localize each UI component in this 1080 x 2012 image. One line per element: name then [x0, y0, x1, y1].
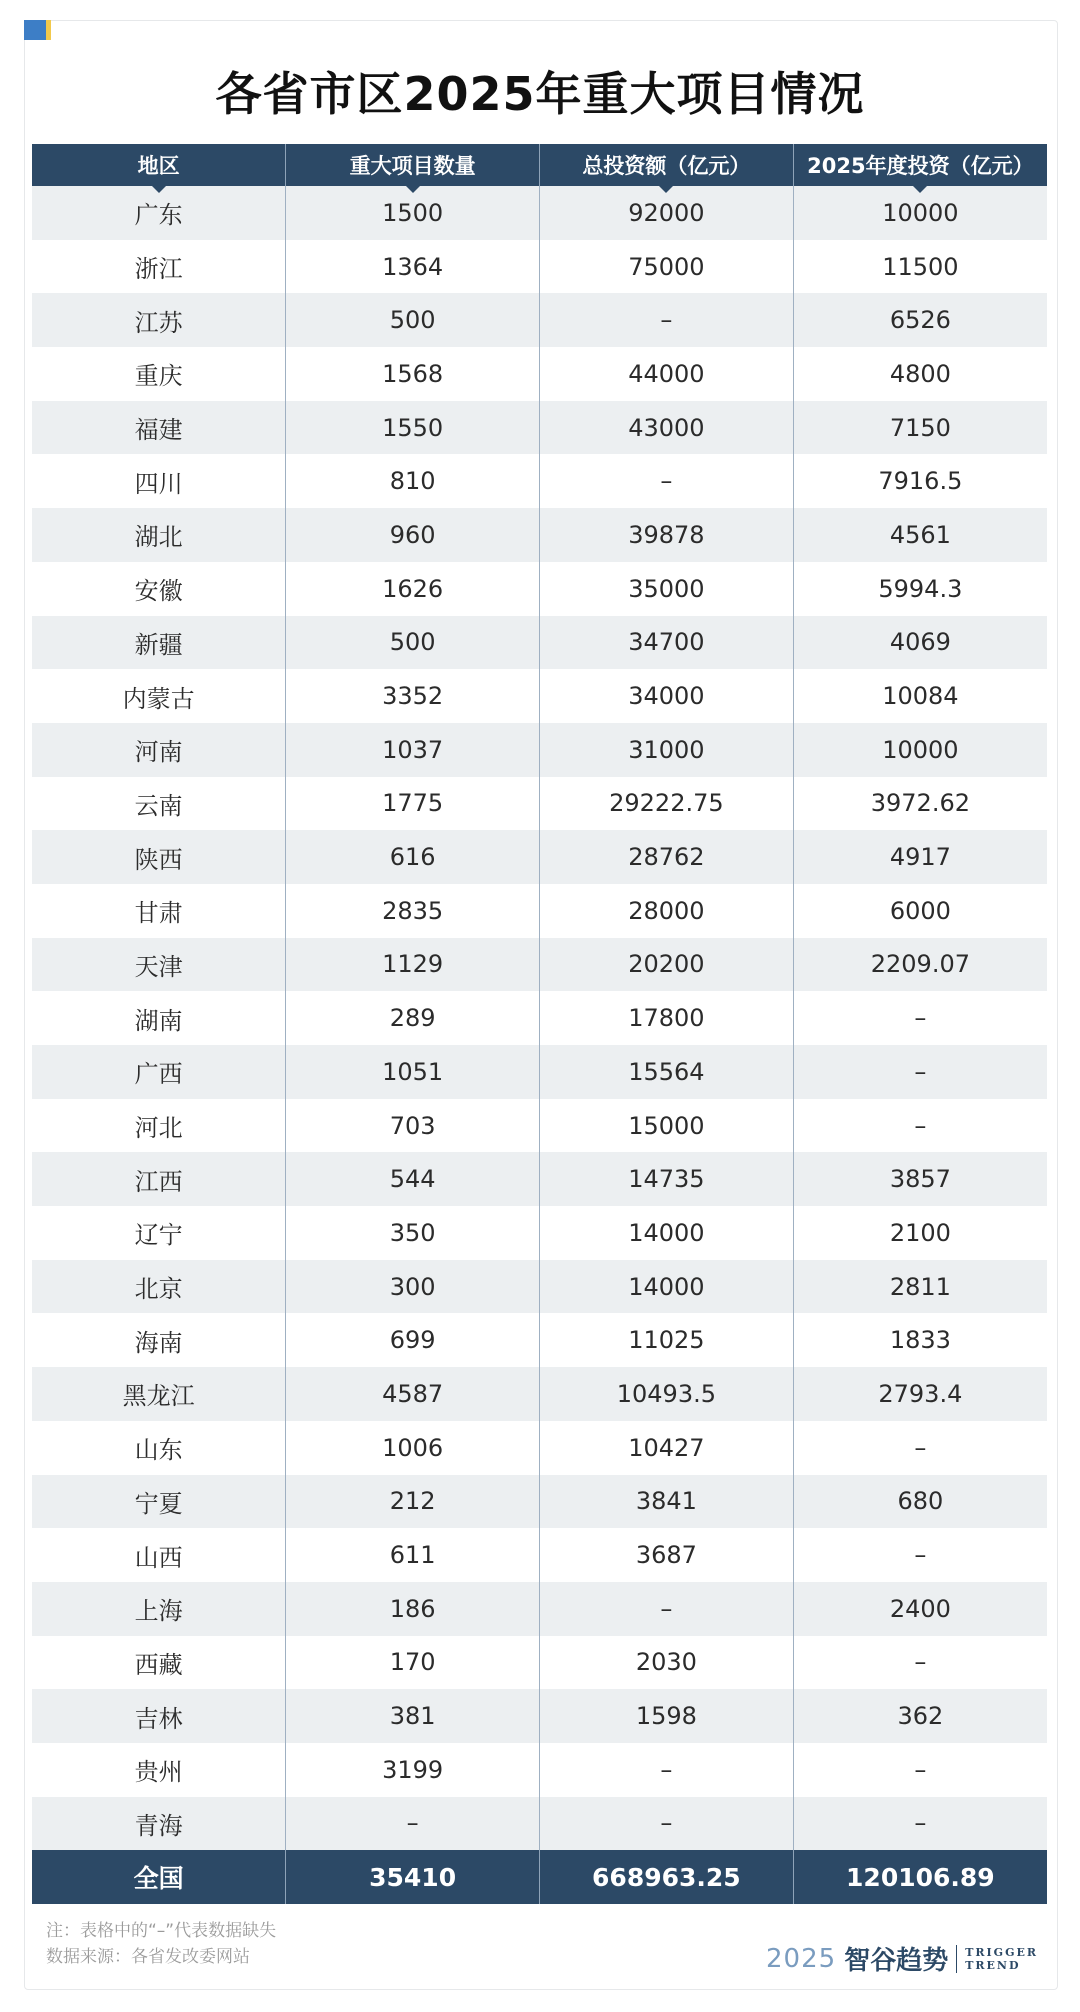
cell-annual-investment: 680 [793, 1475, 1047, 1529]
table-row [32, 830, 1047, 884]
cell-region: 贵州 [32, 1743, 286, 1797]
cell-total-investment: 44000 [540, 347, 794, 401]
brand-divider [956, 1945, 957, 1973]
cell-annual-investment: – [793, 991, 1047, 1045]
table-row [32, 454, 1047, 508]
cell-total-investment: 3687 [540, 1528, 794, 1582]
cell-project-count: 2835 [286, 884, 540, 938]
cell-project-count: 1006 [286, 1421, 540, 1475]
cell-total-investment: 15000 [540, 1099, 794, 1153]
cell-total-investment: 20200 [540, 938, 794, 992]
cell-total-investment: – [540, 293, 794, 347]
cell-project-count: 300 [286, 1260, 540, 1314]
cell-project-count: 1037 [286, 723, 540, 777]
cell-project-count: 1051 [286, 1045, 540, 1099]
cell-total-investment: 15564 [540, 1045, 794, 1099]
cell-region: 湖南 [32, 991, 286, 1045]
cell-total-investment: 28762 [540, 830, 794, 884]
cell-annual-investment: 6526 [793, 293, 1047, 347]
table-row [32, 186, 1047, 240]
cell-annual-investment: 10084 [793, 669, 1047, 723]
cell-annual-investment: – [793, 1797, 1047, 1851]
cell-total-investment: 3841 [540, 1475, 794, 1529]
header-project-count: 重大项目数量 [286, 144, 540, 186]
table-row [32, 1475, 1047, 1529]
table-row [32, 1313, 1047, 1367]
header-total-investment: 总投资额（亿元） [540, 144, 794, 186]
cell-total-investment: 29222.75 [540, 777, 794, 831]
table-row [32, 991, 1047, 1045]
cell-region: 吉林 [32, 1689, 286, 1743]
note-data-source: 数据来源：各省发改委网站 [46, 1947, 250, 1967]
corner-blue-block [24, 20, 46, 40]
table-row [32, 777, 1047, 831]
footnotes [46, 1918, 276, 1970]
cell-total-investment: 75000 [540, 240, 794, 294]
cell-total-investment: 14000 [540, 1206, 794, 1260]
cell-annual-investment: 4800 [793, 347, 1047, 401]
cell-annual-investment: 4561 [793, 508, 1047, 562]
cell-region: 上海 [32, 1582, 286, 1636]
table-row [32, 562, 1047, 616]
table-row [32, 1260, 1047, 1314]
cell-region: 四川 [32, 454, 286, 508]
page-title: 各省市区2025年重大项目情况 [215, 67, 865, 121]
cell-region: 陕西 [32, 830, 286, 884]
cell-annual-investment: 2811 [793, 1260, 1047, 1314]
cell-annual-investment: – [793, 1045, 1047, 1099]
cell-project-count: 212 [286, 1475, 540, 1529]
cell-project-count: 1550 [286, 401, 540, 455]
cell-region: 河南 [32, 723, 286, 777]
cell-annual-investment: 7150 [793, 401, 1047, 455]
data-table [32, 144, 1047, 1904]
cell-total-investment: 17800 [540, 991, 794, 1045]
cell-project-count: 3352 [286, 669, 540, 723]
table-row [32, 1421, 1047, 1475]
cell-region: 山东 [32, 1421, 286, 1475]
cell-region: 西藏 [32, 1636, 286, 1690]
table-row [32, 1797, 1047, 1851]
cell-total-investment: – [540, 1797, 794, 1851]
cell-annual-investment: 10000 [793, 723, 1047, 777]
cell-total-investment: 11025 [540, 1313, 794, 1367]
cell-region: 江西 [32, 1152, 286, 1206]
brand-english-line2: TREND [965, 1958, 1021, 1972]
table-row [32, 616, 1047, 670]
cell-project-count: 810 [286, 454, 540, 508]
table-row [32, 1528, 1047, 1582]
cell-total-investment: 31000 [540, 723, 794, 777]
table-row [32, 347, 1047, 401]
cell-region: 重庆 [32, 347, 286, 401]
cell-annual-investment: 5994.3 [793, 562, 1047, 616]
table-row [32, 1045, 1047, 1099]
cell-region: 内蒙古 [32, 669, 286, 723]
cell-total-investment: 35000 [540, 562, 794, 616]
cell-region: 河北 [32, 1099, 286, 1153]
cell-annual-investment: – [793, 1421, 1047, 1475]
cell-region: 天津 [32, 938, 286, 992]
cell-annual-investment: 7916.5 [793, 454, 1047, 508]
cell-total-investment: 39878 [540, 508, 794, 562]
cell-project-count: 1364 [286, 240, 540, 294]
cell-annual-investment: 11500 [793, 240, 1047, 294]
cell-annual-investment: 4917 [793, 830, 1047, 884]
cell-region: 宁夏 [32, 1475, 286, 1529]
cell-region: 黑龙江 [32, 1367, 286, 1421]
table-total-row [32, 1850, 1047, 1904]
cell-total-investment: 92000 [540, 186, 794, 240]
cell-region: 福建 [32, 401, 286, 455]
header-region: 地区 [32, 144, 286, 186]
cell-total-investment: 2030 [540, 1636, 794, 1690]
table-row [32, 1152, 1047, 1206]
total-investment: 668963.25 [540, 1850, 794, 1904]
brand-logo [766, 1940, 1038, 1977]
cell-project-count: 611 [286, 1528, 540, 1582]
table-row [32, 1099, 1047, 1153]
cell-project-count: 4587 [286, 1367, 540, 1421]
corner-yellow-block [46, 20, 51, 40]
cell-region: 新疆 [32, 616, 286, 670]
cell-total-investment: – [540, 1582, 794, 1636]
cell-project-count: 1500 [286, 186, 540, 240]
table-row [32, 1743, 1047, 1797]
cell-region: 安徽 [32, 562, 286, 616]
brand-english-line1: TRIGGER [965, 1945, 1038, 1959]
cell-project-count: 544 [286, 1152, 540, 1206]
cell-region: 山西 [32, 1528, 286, 1582]
cell-total-investment: – [540, 1743, 794, 1797]
table-row [32, 1367, 1047, 1421]
cell-project-count: 500 [286, 293, 540, 347]
table-row [32, 508, 1047, 562]
cell-total-investment: 28000 [540, 884, 794, 938]
brand-name: 智谷趋势 [844, 1946, 949, 1976]
table-header-row [32, 144, 1047, 186]
cell-project-count: 1626 [286, 562, 540, 616]
cell-project-count: 616 [286, 830, 540, 884]
cell-project-count: 960 [286, 508, 540, 562]
cell-region: 北京 [32, 1260, 286, 1314]
cell-region: 江苏 [32, 293, 286, 347]
cell-annual-investment: 10000 [793, 186, 1047, 240]
cell-region: 青海 [32, 1797, 286, 1851]
cell-project-count: 699 [286, 1313, 540, 1367]
cell-project-count: 500 [286, 616, 540, 670]
cell-region: 广东 [32, 186, 286, 240]
cell-total-investment: 34700 [540, 616, 794, 670]
cell-total-investment: 34000 [540, 669, 794, 723]
cell-region: 浙江 [32, 240, 286, 294]
cell-total-investment: 43000 [540, 401, 794, 455]
table-row [32, 669, 1047, 723]
cell-region: 云南 [32, 777, 286, 831]
cell-annual-investment: 4069 [793, 616, 1047, 670]
cell-annual-investment: 3857 [793, 1152, 1047, 1206]
cell-annual-investment: – [793, 1099, 1047, 1153]
cell-region: 广西 [32, 1045, 286, 1099]
cell-region: 海南 [32, 1313, 286, 1367]
cell-project-count: 186 [286, 1582, 540, 1636]
table-row [32, 884, 1047, 938]
brand-year: 2025 [766, 1943, 837, 1974]
table-row [32, 1582, 1047, 1636]
cell-total-investment: 10493.5 [540, 1367, 794, 1421]
table-row [32, 723, 1047, 777]
total-label: 全国 [32, 1850, 286, 1904]
cell-annual-investment: – [793, 1528, 1047, 1582]
table-row [32, 240, 1047, 294]
cell-annual-investment: 2209.07 [793, 938, 1047, 992]
cell-project-count: 703 [286, 1099, 540, 1153]
cell-annual-investment: 3972.62 [793, 777, 1047, 831]
cell-project-count: 289 [286, 991, 540, 1045]
cell-total-investment: 1598 [540, 1689, 794, 1743]
cell-project-count: 1775 [286, 777, 540, 831]
cell-region: 湖北 [32, 508, 286, 562]
cell-total-investment: 14735 [540, 1152, 794, 1206]
table-row [32, 1689, 1047, 1743]
cell-annual-investment: 2400 [793, 1582, 1047, 1636]
cell-project-count: 1129 [286, 938, 540, 992]
cell-annual-investment: 362 [793, 1689, 1047, 1743]
cell-project-count: 3199 [286, 1743, 540, 1797]
cell-region: 辽宁 [32, 1206, 286, 1260]
cell-annual-investment: – [793, 1636, 1047, 1690]
table-row [32, 401, 1047, 455]
cell-annual-investment: 1833 [793, 1313, 1047, 1367]
cell-project-count: 381 [286, 1689, 540, 1743]
note-missing-data: 注：表格中的“–”代表数据缺失 [46, 1921, 277, 1941]
cell-annual-investment: 2100 [793, 1206, 1047, 1260]
header-annual-investment: 2025年度投资（亿元） [793, 144, 1047, 186]
cell-project-count: 1568 [286, 347, 540, 401]
total-project-count: 35410 [286, 1850, 540, 1904]
cell-total-investment: – [540, 454, 794, 508]
cell-project-count: 350 [286, 1206, 540, 1260]
cell-project-count: 170 [286, 1636, 540, 1690]
cell-annual-investment: 6000 [793, 884, 1047, 938]
cell-region: 甘肃 [32, 884, 286, 938]
cell-annual-investment: – [793, 1743, 1047, 1797]
table-row [32, 1206, 1047, 1260]
table-row [32, 293, 1047, 347]
table-row [32, 1636, 1047, 1690]
table-row [32, 938, 1047, 992]
cell-total-investment: 14000 [540, 1260, 794, 1314]
total-annual-investment: 120106.89 [793, 1850, 1047, 1904]
brand-english [965, 1946, 1038, 1972]
cell-annual-investment: 2793.4 [793, 1367, 1047, 1421]
cell-total-investment: 10427 [540, 1421, 794, 1475]
cell-project-count: – [286, 1797, 540, 1851]
